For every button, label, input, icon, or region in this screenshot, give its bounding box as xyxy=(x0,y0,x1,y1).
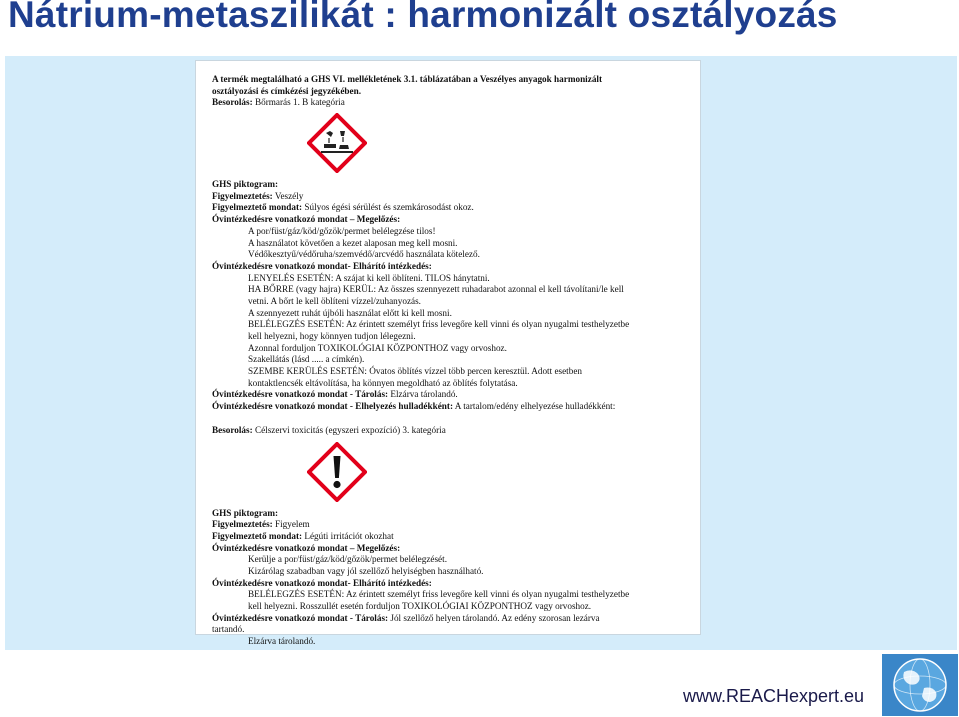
response-line: kontaktlencsék eltávolítása, ha könnyen megoldható az öblítés folytatása. xyxy=(248,377,518,388)
ghs-pictogram-label: GHS piktogram: xyxy=(212,507,279,518)
globe-logo-icon xyxy=(882,654,958,716)
storage-2-extra: Elzárva tárolandó. xyxy=(248,636,316,647)
hazard-statement-1: Figyelmeztető mondat: Súlyos égési sérülést és szemkárosodást okoz. xyxy=(212,202,474,213)
storage-1: Óvintézkedésre vonatkozó mondat - Tárolás: Elzárva tárolandó. xyxy=(212,389,458,400)
footer-url: www.REACHexpert.eu xyxy=(683,686,865,706)
response-line: LENYELÉS ESETÉN: A szájat ki kell öblíteni. TILOS hánytatni. xyxy=(248,272,490,283)
signal-word-2: Figyelmeztetés: Figyelem xyxy=(212,519,310,530)
classification-2: Besorolás: Célszervi toxicitás (egyszeri expozíció) 3. kategória xyxy=(212,424,446,435)
intro-line: osztályozási és címkézési jegyzékében. xyxy=(212,85,362,96)
response-line: A szennyezett ruhát újbóli használat előtt ki kell mosni. xyxy=(248,307,452,318)
response-line: kell helyezni. Rosszullét esetén forduljon TOXIKOLÓGIAI KÖZPONTHOZ vagy orvoshoz. xyxy=(248,601,592,611)
storage-2-cont: tartandó. xyxy=(212,624,245,635)
response-line: BELÉLEGZÉS ESETÉN: Az érintett személyt friss levegőre kell vinni és olyan nyugalmi testhelyzetbe xyxy=(248,589,630,600)
response-line: Szakellátás (lásd ..... a címkén). xyxy=(248,354,365,365)
hazard-statement-2: Figyelmeztető mondat: Légúti irritációt okozhat xyxy=(212,530,394,541)
prevention-line: A használatot követően a kezet alaposan meg kell mosni. xyxy=(248,237,458,248)
ghs-pictogram-label: GHS piktogram: xyxy=(212,179,279,190)
document-image xyxy=(196,61,700,647)
prevention-line: Védőkesztyű/védőruha/szemvédő/arcvédő használata kötelező. xyxy=(248,249,480,260)
response-line: HA BŐRRE (vagy hajra) KERÜL: Az összes szennyezett ruhadarabot azonnal el kell távolítani/le kell xyxy=(248,284,624,295)
prevention-heading-2: Óvintézkedésre vonatkozó mondat – Megelőzés: xyxy=(212,542,401,553)
disposal-1: Óvintézkedésre vonatkozó mondat - Elhelyezés hulladékként: A tartalom/edény elhelyezése hulladékként: xyxy=(212,401,616,412)
response-line: Azonnal forduljon TOXIKOLÓGIAI KÖZPONTHOZ vagy orvoshoz. xyxy=(248,342,507,353)
intro-line: A termék megtalálható a GHS VI. mellékletének 3.1. táblázatában a Veszélyes anyagok harmonizált xyxy=(212,74,603,84)
document-text xyxy=(212,61,692,648)
classification-1: Besorolás: Bőrmarás 1. B kategória xyxy=(212,97,345,108)
storage-2: Óvintézkedésre vonatkozó mondat - Tárolás: Jól szellőző helyen tárolandó. Az edény szorosan lezárva xyxy=(212,612,600,623)
response-line: BELÉLEGZÉS ESETÉN: Az érintett személyt friss levegőre kell vinni és olyan nyugalmi testhelyzetbe xyxy=(248,319,630,330)
response-heading-1: Óvintézkedésre vonatkozó mondat- Elhárító intézkedés: xyxy=(212,260,432,271)
exclamation-pictogram-icon xyxy=(307,442,367,502)
prevention-line: Kizárólag szabadban vagy jól szellőző helyiségben használható. xyxy=(248,565,484,576)
response-heading-2: Óvintézkedésre vonatkozó mondat- Elhárító intézkedés: xyxy=(212,577,432,588)
response-line: SZEMBE KERÜLÉS ESETÉN: Óvatos öblítés vízzel több percen keresztül. Adott esetben xyxy=(248,366,583,377)
response-line: kell helyezni, hogy könnyen tudjon lélegezni. xyxy=(248,331,416,341)
prevention-line: A por/füst/gáz/köd/gőzök/permet belélegzése tilos! xyxy=(248,225,436,236)
slide-title: Nátrium-metaszilikát : harmonizált osztályozás xyxy=(8,0,838,35)
corrosion-pictogram-icon xyxy=(307,113,367,173)
response-line: vetni. A bőrt le kell öblíteni vízzel/zuhanyozás. xyxy=(248,295,421,306)
prevention-line: Kerülje a por/füst/gáz/köd/gőzök/permet belélegzését. xyxy=(248,554,447,565)
signal-word-1: Figyelmeztetés: Veszély xyxy=(212,190,304,201)
prevention-heading-1: Óvintézkedésre vonatkozó mondat – Megelőzés: xyxy=(212,214,401,225)
